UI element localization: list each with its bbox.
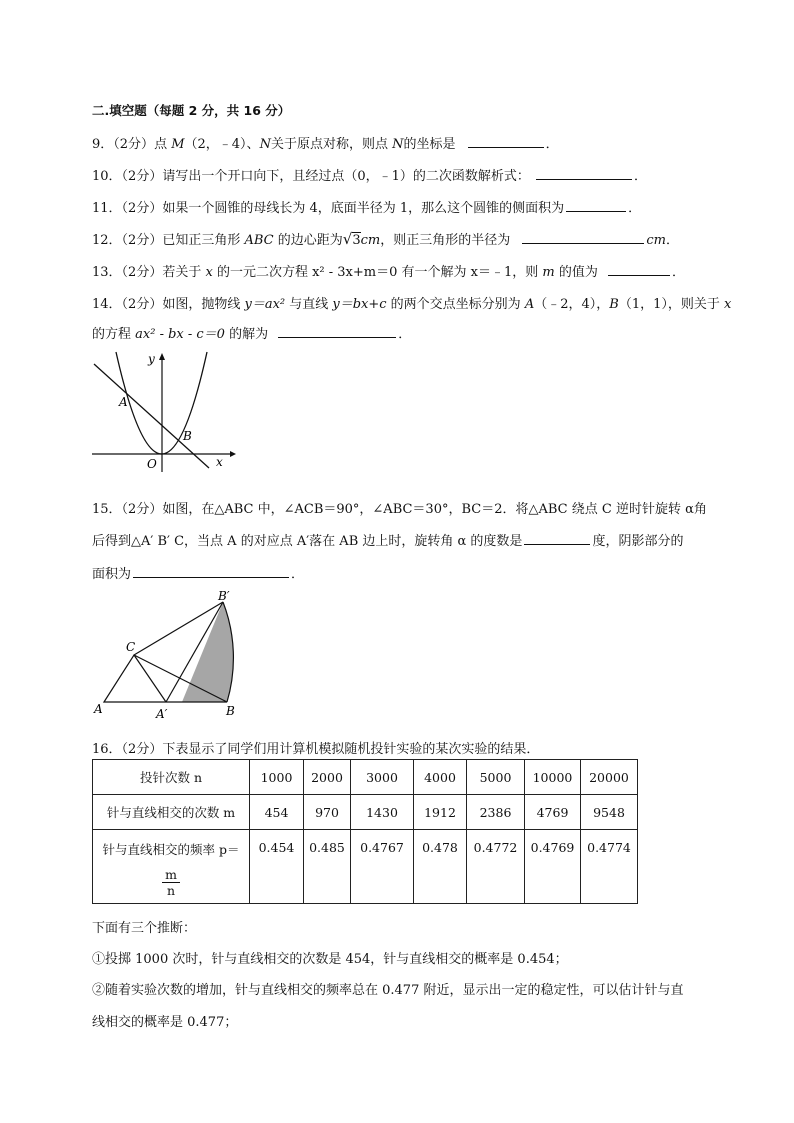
question-9: 9．（2分）点 M（2，﹣4）、N关于原点对称，则点 N的坐标是 ． bbox=[92, 137, 559, 152]
table-cell: 2386 bbox=[467, 795, 525, 830]
q14-text-1: 如图，抛物线 bbox=[162, 297, 245, 312]
shaded-region bbox=[182, 602, 233, 702]
q15-text-4: 面积为 bbox=[92, 567, 132, 582]
fraction-numerator: m bbox=[162, 868, 180, 883]
q15-rotation-figure bbox=[90, 588, 250, 722]
question-10: 10．（2分）请写出一个开口向下，且经过点（0，﹣1）的二次函数解析式： ． bbox=[92, 169, 648, 184]
table-cell: 0.454 bbox=[250, 830, 304, 904]
q14-score: （2分） bbox=[121, 297, 163, 312]
q14-answer-blank[interactable] bbox=[278, 325, 396, 338]
q14-var-x: x bbox=[724, 297, 732, 312]
fraction-m-over-n bbox=[162, 868, 180, 899]
question-16 bbox=[92, 738, 539, 757]
q12-score: （2分） bbox=[121, 233, 163, 248]
segment-ca1 bbox=[134, 655, 166, 702]
q14-coord-a: （﹣2，4）， bbox=[534, 297, 610, 312]
table-row bbox=[93, 830, 638, 904]
q15-score: （2分） bbox=[121, 502, 163, 517]
q16-score: （2分） bbox=[121, 742, 163, 757]
inference-2-line-2: 线相交的概率是 0.477； bbox=[92, 1015, 238, 1030]
q14-text-5: 的解为 bbox=[224, 327, 269, 342]
q14-parabola: y＝ax² bbox=[244, 297, 286, 312]
table-cell: 0.4772 bbox=[467, 830, 525, 904]
table-cell: 1912 bbox=[414, 795, 467, 830]
p-label-text: 针与直线相交的频率 p＝ bbox=[102, 842, 240, 857]
q15-number: 15． bbox=[92, 502, 122, 517]
table-cell: 0.485 bbox=[304, 830, 351, 904]
table-cell: 9548 bbox=[581, 795, 638, 830]
x-axis-arrow-icon bbox=[230, 451, 236, 457]
q13-text-3: 有一个解为 bbox=[397, 265, 471, 280]
q12-number: 12． bbox=[92, 233, 122, 248]
inference-intro: 下面有三个推断： bbox=[92, 921, 197, 936]
label-b: B bbox=[226, 704, 235, 718]
q13-text-2: 的一元二次方程 bbox=[212, 265, 313, 280]
point-b-label: B bbox=[183, 429, 192, 443]
q14-line: y＝bx+c bbox=[332, 297, 387, 312]
row-label-m: 针与直线相交的次数 m bbox=[93, 795, 250, 830]
q14-graph-figure bbox=[90, 348, 240, 476]
q10-score: （2分） bbox=[121, 169, 163, 184]
q15-text-2: 后得到△A′ B′ C，当点 A 的对应点 A′落在 AB 边上时，旋转角 α 的度数是 bbox=[92, 534, 523, 549]
q11-answer-blank[interactable] bbox=[566, 199, 626, 212]
q14-point-a: A bbox=[524, 297, 535, 312]
q15-text-1: 如图，在△ABC 中，∠ACB＝90°，∠ABC＝30°，BC＝2．将△ABC 绕点 C 逆时针旋转 α角 bbox=[162, 502, 707, 517]
q12-triangle: ABC bbox=[244, 233, 274, 248]
q9-point-n: N bbox=[259, 137, 271, 152]
label-c: C bbox=[126, 640, 136, 654]
sqrt-icon: √ bbox=[342, 230, 353, 248]
table-cell: 1000 bbox=[250, 760, 304, 795]
experiment-table bbox=[92, 759, 638, 904]
table-cell: 454 bbox=[250, 795, 304, 830]
q9-text-1: 点 bbox=[154, 137, 172, 152]
point-a-label: A bbox=[119, 395, 128, 409]
table-cell: 0.4774 bbox=[581, 830, 638, 904]
q13-text-1: 若关于 bbox=[162, 265, 206, 280]
question-13: 13．（2分）若关于 x 的一元二次方程 x² - 3x+m＝0 有一个解为 x＝﹣1，则 m 的值为 ． bbox=[92, 265, 686, 280]
q9-point-n-2: N bbox=[392, 137, 404, 152]
q11-number: 11． bbox=[92, 201, 122, 216]
table-cell: 10000 bbox=[525, 760, 581, 795]
table-cell: 970 bbox=[304, 795, 351, 830]
straight-line bbox=[94, 364, 209, 468]
q14-number: 14． bbox=[92, 297, 122, 312]
q14-text-2: 与直线 bbox=[285, 297, 333, 312]
row-label-n: 投针次数 n bbox=[93, 760, 250, 795]
table-cell: 0.4769 bbox=[525, 830, 581, 904]
q15-angle-blank[interactable] bbox=[524, 532, 590, 545]
label-a: A bbox=[94, 702, 103, 716]
q13-number: 13． bbox=[92, 265, 122, 280]
question-11: 11．（2分）如果一个圆锥的母线长为 4，底面半径为 1，那么这个圆锥的侧面积为 ． bbox=[92, 201, 642, 216]
table-cell: 5000 bbox=[467, 760, 525, 795]
q9-text-4: 的坐标是 bbox=[403, 137, 456, 152]
origin-label: O bbox=[147, 457, 157, 471]
y-axis-label: y bbox=[148, 352, 155, 366]
q13-text-5: 的值为 bbox=[554, 265, 598, 280]
q9-text-3: 关于原点对称，则点 bbox=[270, 137, 393, 152]
q9-answer-blank[interactable] bbox=[468, 135, 544, 148]
q16-number: 16． bbox=[92, 742, 122, 757]
inference-1: ①投掷 1000 次时，针与直线相交的次数是 454，针与直线相交的概率是 0.454； bbox=[92, 952, 568, 967]
q14-coord-b: （1，1），则关于 bbox=[618, 297, 724, 312]
q12-text-2: 的边心距为 bbox=[273, 233, 343, 248]
table-row bbox=[93, 795, 638, 830]
q14-point-b: B bbox=[609, 297, 619, 312]
q14-text-3: 的两个交点坐标分别为 bbox=[386, 297, 525, 312]
table-cell: 4000 bbox=[414, 760, 467, 795]
q13-answer-blank[interactable] bbox=[608, 263, 670, 276]
q9-number: 9． bbox=[92, 137, 114, 152]
q9-point-m: M bbox=[171, 137, 185, 152]
q12-unit-2: cm bbox=[646, 233, 666, 248]
q10-answer-blank[interactable] bbox=[536, 167, 632, 180]
q9-text-2: （2，﹣4）、 bbox=[184, 137, 260, 152]
question-15-line-3: 面积为 ． bbox=[92, 567, 305, 582]
q9-score: （2分） bbox=[113, 137, 155, 152]
table-cell: 0.4767 bbox=[351, 830, 414, 904]
q14-text-4: 的方程 bbox=[92, 327, 136, 342]
q12-answer-blank[interactable] bbox=[522, 231, 644, 244]
q11-text: 如果一个圆锥的母线长为 4，底面半径为 1，那么这个圆锥的侧面积为 bbox=[162, 201, 565, 216]
table-cell: 3000 bbox=[351, 760, 414, 795]
table-cell: 20000 bbox=[581, 760, 638, 795]
x-axis-label: x bbox=[216, 455, 223, 469]
table-cell: 0.478 bbox=[414, 830, 467, 904]
question-15-line-1 bbox=[92, 498, 707, 517]
q10-number: 10． bbox=[92, 169, 122, 184]
q13-var-x: x bbox=[205, 265, 213, 280]
q15-area-blank[interactable] bbox=[133, 565, 289, 578]
q14-equation: ax² - bx - c＝0 bbox=[135, 327, 225, 342]
question-14-line-2: 的方程 ax² - bx - c＝0 的解为 ． bbox=[92, 327, 412, 342]
question-12: 12．（2分）已知正三角形 ABC 的边心距为√3cm，则正三角形的半径为 cm． bbox=[92, 230, 679, 248]
question-15-line-2 bbox=[92, 530, 683, 549]
fraction-denominator: n bbox=[166, 883, 176, 898]
q13-score: （2分） bbox=[121, 265, 163, 280]
q13-var-m: m bbox=[542, 265, 555, 280]
q12-text-1: 已知正三角形 bbox=[162, 233, 245, 248]
label-a-prime: A′ bbox=[156, 707, 168, 721]
q11-score: （2分） bbox=[121, 201, 163, 216]
q16-text: 下表显示了同学们用计算机模拟随机投针实验的某次实验的结果． bbox=[162, 742, 540, 757]
table-cell: 1430 bbox=[351, 795, 414, 830]
q13-solution: x＝﹣1 bbox=[470, 265, 513, 280]
table-cell: 2000 bbox=[304, 760, 351, 795]
q12-root-value: 3 bbox=[352, 233, 361, 248]
inference-2-line-1: ②随着实验次数的增加，针与直线相交的频率总在 0.477 附近，显示出一定的稳定性，可以估计针与直 bbox=[92, 983, 684, 998]
q12-text-3: ，则正三角形的半径为 bbox=[380, 233, 511, 248]
y-axis-arrow-icon bbox=[159, 353, 165, 360]
q13-text-4: ，则 bbox=[512, 265, 543, 280]
q15-text-3: 度，阴影部分的 bbox=[592, 534, 684, 549]
table-cell: 4769 bbox=[525, 795, 581, 830]
question-14-line-1 bbox=[92, 293, 731, 312]
row-label-p bbox=[93, 830, 250, 904]
label-b-prime: B′ bbox=[218, 589, 230, 603]
q12-unit-1: cm bbox=[360, 233, 381, 248]
section-title: 二.填空题（每题 2 分，共 16 分） bbox=[92, 103, 291, 118]
q13-equation: x² - 3x+m＝0 bbox=[312, 265, 398, 280]
q10-text: 请写出一个开口向下，且经过点（0，﹣1）的二次函数解析式： bbox=[162, 169, 530, 184]
table-row bbox=[93, 760, 638, 795]
